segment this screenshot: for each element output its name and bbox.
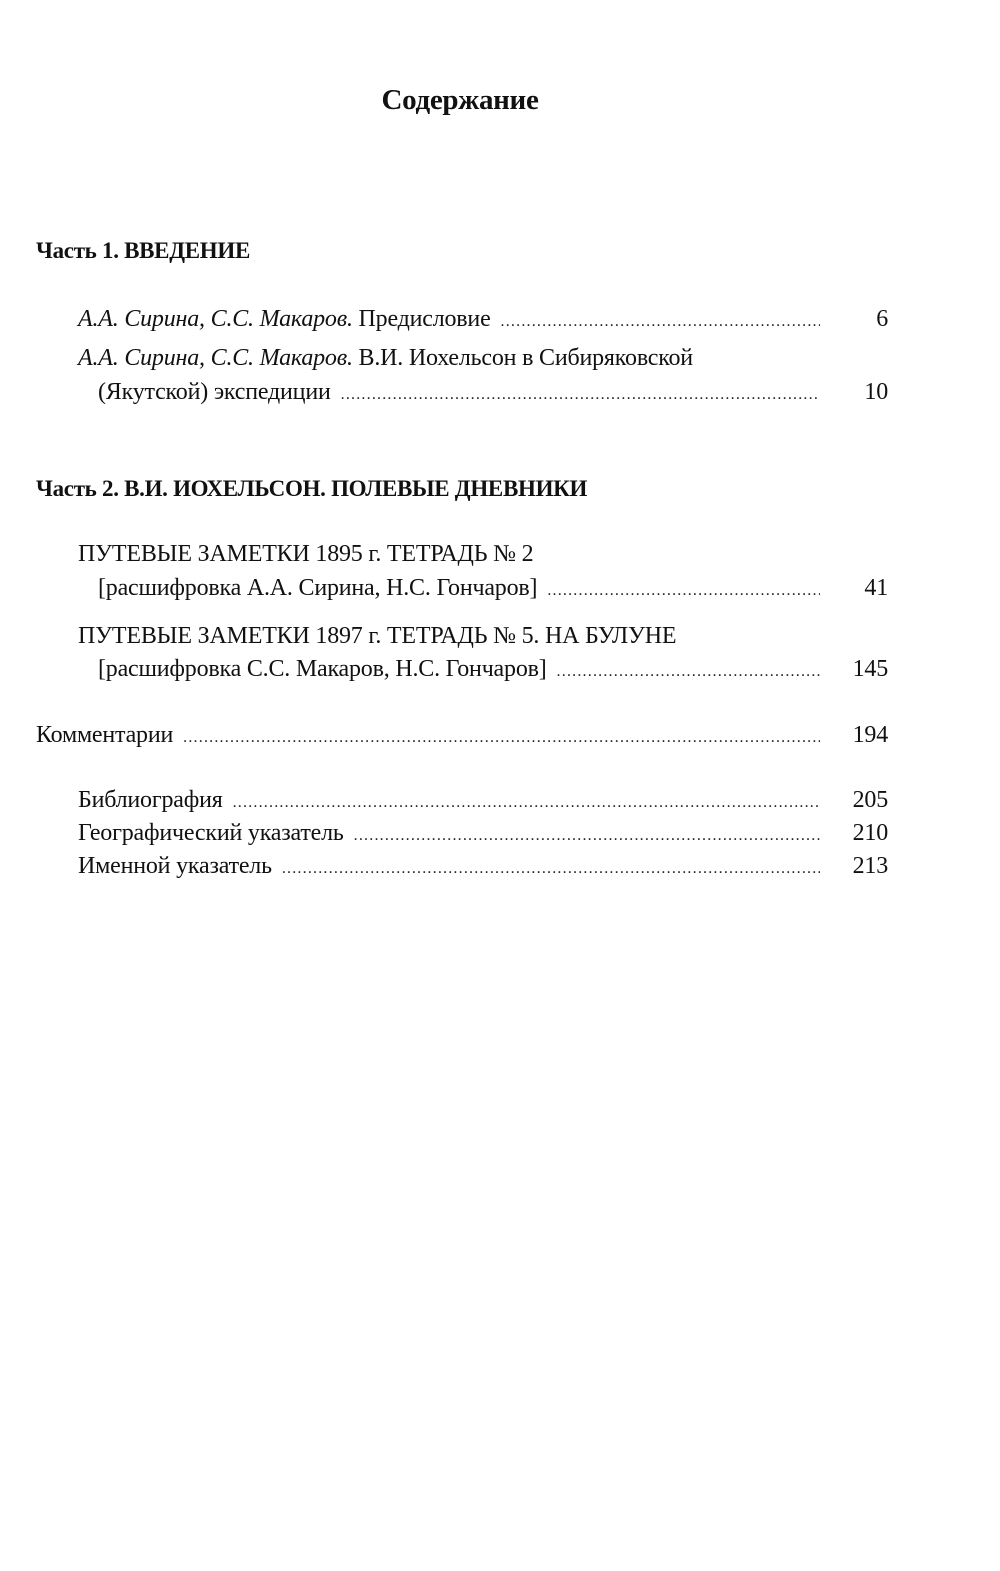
toc-entry-page: 210: [852, 820, 888, 846]
leader-dots: [557, 663, 820, 681]
toc-entry-comments[interactable]: [36, 722, 888, 749]
toc-entry-page: 205: [852, 787, 888, 813]
leader-dots: [547, 582, 820, 600]
toc-entry-1897-title[interactable]: ПУТЕВЫЕ ЗАМЕТКИ 1897 г. ТЕТРАДЬ № 5. НА БУЛУНЕ: [78, 623, 677, 649]
toc-entry-1895-title[interactable]: ПУТЕВЫЕ ЗАМЕТКИ 1895 г. ТЕТРАДЬ № 2: [78, 541, 534, 567]
toc-entry-title: Предисловие: [352, 306, 491, 332]
leader-dots: [183, 729, 820, 747]
toc-entry-page: 10: [864, 379, 888, 405]
toc-entry-expedition-line1[interactable]: [78, 345, 693, 372]
toc-entry-name-index[interactable]: [78, 853, 888, 880]
page-title: Содержание: [381, 84, 539, 116]
toc-entry-page: 145: [852, 656, 888, 682]
toc-entry-subtitle: [расшифровка А.А. Сирина, Н.С. Гончаров]: [98, 575, 538, 601]
toc-entry-title: Именной указатель: [78, 853, 272, 879]
leader-dots: [354, 827, 820, 845]
toc-entry-authors: А.А. Сирина, С.С. Макаров.: [78, 306, 353, 332]
toc-entry-page: 41: [864, 575, 888, 601]
leader-dots: [501, 313, 820, 331]
toc-entry-1897[interactable]: [98, 656, 888, 683]
toc-entry-subtitle: [расшифровка С.С. Макаров, Н.С. Гончаров]: [98, 656, 547, 682]
toc-entry-title-cont: (Якутской) экспедиции: [98, 379, 331, 405]
toc-entry-title: В.И. Иохельсон в Сибиряковской: [352, 345, 693, 371]
toc-entry-1895[interactable]: [98, 575, 888, 602]
leader-dots: [233, 794, 820, 812]
toc-entry-page: 194: [852, 722, 888, 748]
part-1-heading: Часть 1. ВВЕДЕНИЕ: [36, 238, 251, 263]
leader-dots: [341, 386, 820, 404]
toc-entry-text: [78, 306, 491, 333]
toc-entry-title: Географический указатель: [78, 820, 344, 846]
toc-entry-title: Библиография: [78, 787, 223, 813]
part-2-heading: Часть 2. В.И. ИОХЕЛЬСОН. ПОЛЕВЫЕ ДНЕВНИКИ: [36, 476, 588, 501]
toc-entry-bibliography[interactable]: [78, 787, 888, 814]
toc-entry-authors: А.А. Сирина, С.С. Макаров.: [78, 345, 353, 371]
toc-entry-page: 6: [876, 306, 888, 332]
toc-entry-preface[interactable]: [78, 306, 888, 333]
toc-entry-expedition-line2[interactable]: [98, 379, 888, 406]
toc-entry-geo-index[interactable]: [78, 820, 888, 847]
toc-entry-page: 213: [852, 853, 888, 879]
toc-entry-title: Комментарии: [36, 722, 174, 748]
leader-dots: [282, 860, 820, 878]
